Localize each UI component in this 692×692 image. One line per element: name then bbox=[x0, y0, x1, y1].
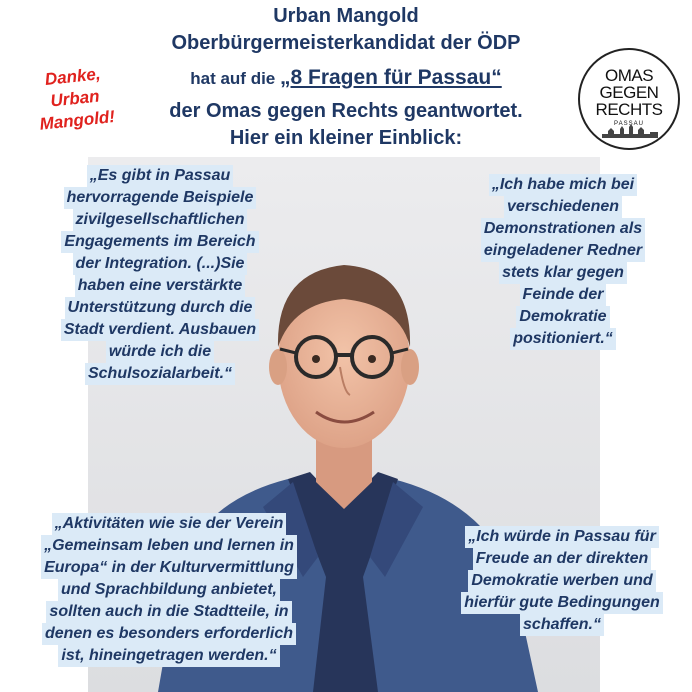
logo-word-3: RECHTS bbox=[595, 100, 663, 119]
quote-line: Europa“ in der Kulturvermittlung bbox=[41, 557, 297, 579]
quote-line: stets klar gegen bbox=[499, 262, 627, 284]
quote-integration bbox=[40, 165, 280, 385]
quote-line: Demokratie bbox=[516, 306, 609, 328]
quote-line: „Aktivitäten wie sie der Verein bbox=[52, 513, 287, 535]
omas-gegen-rechts-logo bbox=[578, 48, 680, 150]
logo-word-1: OMAS bbox=[604, 66, 654, 85]
header-questions-title: „8 Fragen für Passau“ bbox=[279, 66, 502, 89]
quote-line: würde ich die bbox=[106, 341, 214, 363]
quote-line: Unterstützung durch die bbox=[65, 297, 256, 319]
thank-you-note bbox=[27, 61, 123, 136]
quote-democracy bbox=[432, 526, 692, 636]
quote-line: „Ich würde in Passau für bbox=[465, 526, 659, 548]
quote-line: Demonstrationen als bbox=[481, 218, 645, 240]
quote-line: Demokratie werben und bbox=[468, 570, 655, 592]
thank-you-line-3: Mangold! bbox=[38, 106, 116, 134]
thank-you-line-2: Urban bbox=[49, 86, 101, 111]
quote-line: Feinde der bbox=[520, 284, 607, 306]
header-name: Urban Mangold bbox=[273, 5, 419, 27]
quote-line: ist, hineingetragen werden.“ bbox=[58, 645, 279, 667]
quote-line: hierfür gute Bedingungen bbox=[461, 592, 663, 614]
quote-demonstrations bbox=[458, 174, 668, 350]
quote-line: Engagements im Bereich bbox=[61, 231, 258, 253]
thank-you-line-1: Danke, bbox=[43, 64, 102, 89]
quote-line: denen es besonders erforderlich bbox=[42, 623, 296, 645]
quote-line: schaffen.“ bbox=[520, 614, 604, 636]
quote-line: Freude an der direkten bbox=[473, 548, 652, 570]
quote-line: und Sprachbildung anbietet, bbox=[58, 579, 280, 601]
quote-line: haben eine verstärkte bbox=[75, 275, 246, 297]
quote-line: „Gemeinsam leben und lernen in bbox=[41, 535, 297, 557]
header-answered-line: der Omas gegen Rechts geantwortet. bbox=[169, 100, 523, 122]
quote-line: verschiedenen bbox=[504, 196, 622, 218]
quote-line: Stadt verdient. Ausbauen bbox=[61, 319, 259, 341]
quote-line: der Integration. (...)Sie bbox=[73, 253, 248, 275]
header-answer-prefix: hat auf die bbox=[190, 69, 280, 88]
logo-word-2: GEGEN bbox=[599, 83, 659, 102]
quote-line: sollten auch in die Stadtteile, in bbox=[46, 601, 291, 623]
quote-line: zivilgesellschaftlichen bbox=[73, 209, 248, 231]
quote-line: positioniert.“ bbox=[510, 328, 616, 350]
header-candidacy: Oberbürgermeisterkandidat der ÖDP bbox=[171, 32, 521, 54]
quote-line: Schulsozialarbeit.“ bbox=[85, 363, 235, 385]
logo-city: PASSAU bbox=[614, 121, 644, 127]
quote-line: „Es gibt in Passau bbox=[87, 165, 233, 187]
quote-line: „Ich habe mich bei bbox=[489, 174, 637, 196]
skyline-icon bbox=[602, 124, 658, 138]
quote-culture bbox=[4, 513, 334, 667]
quote-line: eingeladener Redner bbox=[481, 240, 645, 262]
quote-line: hervorragende Beispiele bbox=[64, 187, 257, 209]
header-intro-line: Hier ein kleiner Einblick: bbox=[229, 127, 463, 149]
